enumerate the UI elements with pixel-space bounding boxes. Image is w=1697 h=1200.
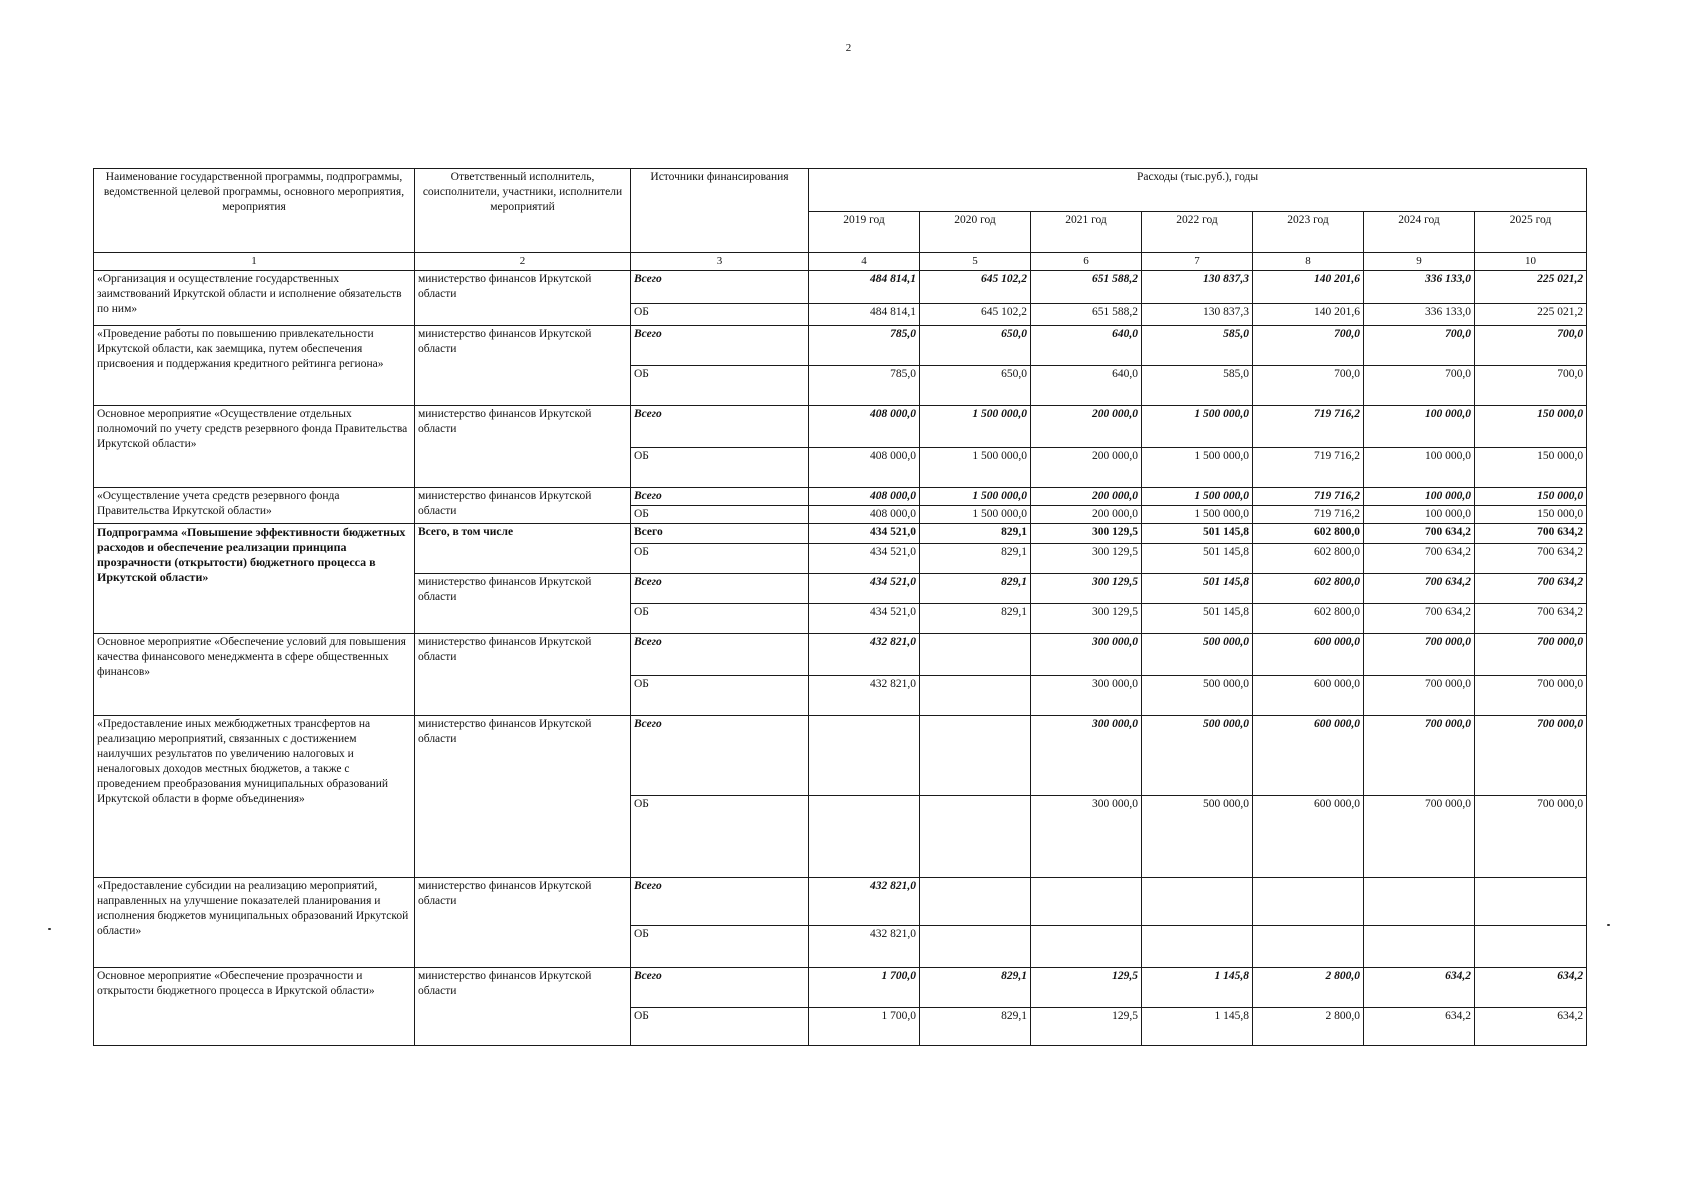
value-cell: [1253, 878, 1364, 926]
value-cell: 700 634,2: [1364, 544, 1475, 574]
value-cell: 336 133,0: [1364, 271, 1475, 304]
column-number: 6: [1031, 253, 1142, 271]
budget-table: [93, 168, 1587, 1046]
value-cell: 500 000,0: [1142, 796, 1253, 878]
page-number: 2: [845, 42, 852, 54]
value-cell: 1 500 000,0: [920, 506, 1031, 524]
value-cell: 432 821,0: [809, 878, 920, 926]
value-cell: 1 700,0: [809, 968, 920, 1008]
activity-name: Основное мероприятие «Обеспечение прозрачности и открытости бюджетного процесса в Иркутской области»: [94, 968, 415, 1046]
value-cell: 140 201,6: [1253, 271, 1364, 304]
value-cell: 300 000,0: [1031, 634, 1142, 676]
value-cell: [809, 716, 920, 796]
table-body: [94, 271, 1587, 1046]
value-cell: 634,2: [1475, 968, 1587, 1008]
value-cell: [920, 796, 1031, 878]
value-cell: 1 145,8: [1142, 968, 1253, 1008]
value-cell: 300 129,5: [1031, 524, 1142, 544]
value-cell: 225 021,2: [1475, 271, 1587, 304]
value-cell: 408 000,0: [809, 506, 920, 524]
value-cell: 700 000,0: [1475, 676, 1587, 716]
value-cell: 645 102,2: [920, 304, 1031, 326]
value-cell: 432 821,0: [809, 926, 920, 968]
value-cell: 500 000,0: [1142, 676, 1253, 716]
year-header: 2025 год: [1475, 212, 1587, 253]
value-cell: 645 102,2: [920, 271, 1031, 304]
value-cell: 1 500 000,0: [920, 488, 1031, 506]
value-cell: 700,0: [1364, 326, 1475, 366]
value-cell: 408 000,0: [809, 488, 920, 506]
value-cell: 700,0: [1475, 366, 1587, 406]
header-row: [94, 169, 1587, 212]
value-cell: 602 800,0: [1253, 544, 1364, 574]
value-cell: 434 521,0: [809, 524, 920, 544]
value-cell: 700,0: [1364, 366, 1475, 406]
value-cell: [1475, 926, 1587, 968]
table-row: [94, 878, 1587, 926]
activity-name: «Предоставление субсидии на реализацию мероприятий, направленных на улучшение показателей планирования и исполнения бюджетов муниципальных образований Иркутской области»: [94, 878, 415, 968]
value-cell: 700 000,0: [1475, 796, 1587, 878]
table-row: [94, 406, 1587, 448]
value-cell: 1 500 000,0: [920, 406, 1031, 448]
value-cell: 2 800,0: [1253, 968, 1364, 1008]
header-executor: Ответственный исполнитель, соисполнители, участники, исполнители мероприятий: [415, 169, 631, 253]
value-cell: [1253, 926, 1364, 968]
executor-cell: министерство финансов Иркутской области: [415, 488, 631, 524]
value-cell: 650,0: [920, 326, 1031, 366]
value-cell: 600 000,0: [1253, 716, 1364, 796]
header-expenses: Расходы (тыс.руб.), годы: [809, 169, 1587, 212]
value-cell: 634,2: [1475, 1008, 1587, 1046]
value-cell: 719 716,2: [1253, 488, 1364, 506]
executor-cell: министерство финансов Иркутской области: [415, 326, 631, 406]
value-cell: 1 700,0: [809, 1008, 920, 1046]
value-cell: 585,0: [1142, 326, 1253, 366]
value-cell: 700 634,2: [1475, 604, 1587, 634]
activity-name: «Организация и осуществление государственных заимствований Иркутской области и исполнение обязательств по ним»: [94, 271, 415, 326]
source-total: Всего: [631, 271, 809, 304]
value-cell: [1031, 878, 1142, 926]
executor-cell: министерство финансов Иркутской области: [415, 406, 631, 488]
year-header: 2022 год: [1142, 212, 1253, 253]
value-cell: 1 500 000,0: [1142, 488, 1253, 506]
value-cell: 829,1: [920, 1008, 1031, 1046]
value-cell: [920, 634, 1031, 676]
value-cell: 150 000,0: [1475, 506, 1587, 524]
value-cell: 408 000,0: [809, 448, 920, 488]
value-cell: 700 634,2: [1475, 524, 1587, 544]
value-cell: 829,1: [920, 524, 1031, 544]
table-row: [94, 524, 1587, 544]
value-cell: 434 521,0: [809, 574, 920, 604]
column-number: 5: [920, 253, 1031, 271]
value-cell: [1031, 926, 1142, 968]
source-total: Всего: [631, 524, 809, 544]
value-cell: 600 000,0: [1253, 676, 1364, 716]
value-cell: 484 814,1: [809, 304, 920, 326]
value-cell: 600 000,0: [1253, 634, 1364, 676]
table-row: [94, 716, 1587, 796]
column-number: 10: [1475, 253, 1587, 271]
executor-cell: министерство финансов Иркутской области: [415, 634, 631, 716]
value-cell: 700 634,2: [1364, 574, 1475, 604]
value-cell: 500 000,0: [1142, 716, 1253, 796]
value-cell: 829,1: [920, 604, 1031, 634]
source-total: Всего: [631, 968, 809, 1008]
value-cell: 700,0: [1253, 326, 1364, 366]
value-cell: 640,0: [1031, 366, 1142, 406]
value-cell: 130 837,3: [1142, 304, 1253, 326]
activity-name: «Проведение работы по повышению привлекательности Иркутской области, как заемщика, путем обеспечения присвоения и поддержания кредитного рейтинга региона»: [94, 326, 415, 406]
source-ob: ОБ: [631, 304, 809, 326]
value-cell: 829,1: [920, 574, 1031, 604]
value-cell: [1475, 878, 1587, 926]
scan-speck: [48, 928, 51, 930]
value-cell: 225 021,2: [1475, 304, 1587, 326]
value-cell: 100 000,0: [1364, 448, 1475, 488]
value-cell: 634,2: [1364, 1008, 1475, 1046]
source-ob: ОБ: [631, 366, 809, 406]
value-cell: 700 000,0: [1364, 634, 1475, 676]
header-source: Источники финансирования: [631, 169, 809, 253]
source-ob: ОБ: [631, 926, 809, 968]
executor-cell: министерство финансов Иркутской области: [415, 271, 631, 326]
executor-cell: Всего, в том числе: [415, 524, 631, 574]
table-row: [94, 271, 1587, 304]
value-cell: 829,1: [920, 968, 1031, 1008]
value-cell: 700 000,0: [1364, 716, 1475, 796]
value-cell: 200 000,0: [1031, 448, 1142, 488]
value-cell: 100 000,0: [1364, 488, 1475, 506]
value-cell: 150 000,0: [1475, 406, 1587, 448]
source-ob: ОБ: [631, 544, 809, 574]
value-cell: 129,5: [1031, 1008, 1142, 1046]
value-cell: 700 634,2: [1475, 544, 1587, 574]
value-cell: 432 821,0: [809, 634, 920, 676]
year-header: 2024 год: [1364, 212, 1475, 253]
activity-name: Основное мероприятие «Осуществление отдельных полномочий по учету средств резервного фонда Правительства Иркутской области»: [94, 406, 415, 488]
value-cell: 200 000,0: [1031, 488, 1142, 506]
source-ob: ОБ: [631, 604, 809, 634]
value-cell: 501 145,8: [1142, 604, 1253, 634]
value-cell: 1 500 000,0: [920, 448, 1031, 488]
value-cell: 719 716,2: [1253, 406, 1364, 448]
source-ob: ОБ: [631, 448, 809, 488]
value-cell: 300 000,0: [1031, 796, 1142, 878]
value-cell: 785,0: [809, 366, 920, 406]
value-cell: 785,0: [809, 326, 920, 366]
value-cell: 300 129,5: [1031, 604, 1142, 634]
column-number: 9: [1364, 253, 1475, 271]
activity-name: «Предоставление иных межбюджетных трансфертов на реализацию мероприятий, связанных с достижением наилучших результатов по увеличению налоговых и неналоговых доходов местных бюджетов, а также с проведением преобразования муниципальных образований Иркутской области в форме объединения»: [94, 716, 415, 878]
value-cell: 2 800,0: [1253, 1008, 1364, 1046]
value-cell: 700 000,0: [1364, 676, 1475, 716]
value-cell: 719 716,2: [1253, 448, 1364, 488]
value-cell: [1142, 926, 1253, 968]
value-cell: 700 634,2: [1364, 604, 1475, 634]
value-cell: 650,0: [920, 366, 1031, 406]
activity-name: Подпрограмма «Повышение эффективности бюджетных расходов и обеспечение реализации принципа прозрачности (открытости) бюджетного процесса в Иркутской области»: [94, 524, 415, 634]
value-cell: 634,2: [1364, 968, 1475, 1008]
value-cell: 434 521,0: [809, 604, 920, 634]
value-cell: [920, 716, 1031, 796]
value-cell: 200 000,0: [1031, 406, 1142, 448]
table-row: [94, 968, 1587, 1008]
value-cell: [1142, 878, 1253, 926]
value-cell: 602 800,0: [1253, 524, 1364, 544]
value-cell: 829,1: [920, 544, 1031, 574]
source-ob: ОБ: [631, 1008, 809, 1046]
source-ob: ОБ: [631, 796, 809, 878]
value-cell: 300 000,0: [1031, 676, 1142, 716]
value-cell: 432 821,0: [809, 676, 920, 716]
value-cell: 651 588,2: [1031, 271, 1142, 304]
value-cell: 300 129,5: [1031, 544, 1142, 574]
value-cell: 129,5: [1031, 968, 1142, 1008]
value-cell: 200 000,0: [1031, 506, 1142, 524]
source-ob: ОБ: [631, 676, 809, 716]
executor-cell: министерство финансов Иркутской области: [415, 574, 631, 634]
value-cell: [1364, 878, 1475, 926]
value-cell: 602 800,0: [1253, 604, 1364, 634]
scan-speck: [1607, 924, 1610, 926]
source-total: Всего: [631, 716, 809, 796]
value-cell: 651 588,2: [1031, 304, 1142, 326]
value-cell: 140 201,6: [1253, 304, 1364, 326]
executor-cell: министерство финансов Иркутской области: [415, 878, 631, 968]
value-cell: 1 500 000,0: [1142, 406, 1253, 448]
value-cell: 484 814,1: [809, 271, 920, 304]
value-cell: [809, 796, 920, 878]
source-total: Всего: [631, 488, 809, 506]
value-cell: 501 145,8: [1142, 574, 1253, 604]
source-total: Всего: [631, 878, 809, 926]
value-cell: 1 500 000,0: [1142, 448, 1253, 488]
value-cell: 501 145,8: [1142, 524, 1253, 544]
header-name: Наименование государственной программы, подпрограммы, ведомственной целевой программы, основного мероприятия, мероприятия: [94, 169, 415, 253]
value-cell: 700 634,2: [1475, 574, 1587, 604]
column-number: 8: [1253, 253, 1364, 271]
activity-name: Основное мероприятие «Обеспечение условий для повышения качества финансового менеджмента в сфере общественных финансов»: [94, 634, 415, 716]
source-ob: ОБ: [631, 506, 809, 524]
value-cell: 150 000,0: [1475, 488, 1587, 506]
column-number: 7: [1142, 253, 1253, 271]
value-cell: 408 000,0: [809, 406, 920, 448]
source-total: Всего: [631, 406, 809, 448]
value-cell: 300 000,0: [1031, 716, 1142, 796]
value-cell: 700 000,0: [1475, 716, 1587, 796]
year-header: 2021 год: [1031, 212, 1142, 253]
table-row: [94, 326, 1587, 366]
executor-cell: министерство финансов Иркутской области: [415, 968, 631, 1046]
table-row: [94, 634, 1587, 676]
column-number: 3: [631, 253, 809, 271]
value-cell: 700 634,2: [1364, 524, 1475, 544]
value-cell: [920, 926, 1031, 968]
value-cell: 640,0: [1031, 326, 1142, 366]
source-total: Всего: [631, 326, 809, 366]
value-cell: 336 133,0: [1364, 304, 1475, 326]
column-number-row: [94, 253, 1587, 271]
value-cell: [1364, 926, 1475, 968]
value-cell: 700,0: [1253, 366, 1364, 406]
value-cell: 700 000,0: [1475, 634, 1587, 676]
value-cell: 300 129,5: [1031, 574, 1142, 604]
value-cell: 100 000,0: [1364, 506, 1475, 524]
year-header: 2019 год: [809, 212, 920, 253]
value-cell: 1 145,8: [1142, 1008, 1253, 1046]
executor-cell: министерство финансов Иркутской области: [415, 716, 631, 878]
year-header: 2020 год: [920, 212, 1031, 253]
value-cell: 150 000,0: [1475, 448, 1587, 488]
value-cell: 700,0: [1475, 326, 1587, 366]
value-cell: 130 837,3: [1142, 271, 1253, 304]
value-cell: 600 000,0: [1253, 796, 1364, 878]
value-cell: 1 500 000,0: [1142, 506, 1253, 524]
value-cell: 719 716,2: [1253, 506, 1364, 524]
column-number: 2: [415, 253, 631, 271]
value-cell: 585,0: [1142, 366, 1253, 406]
source-total: Всего: [631, 634, 809, 676]
value-cell: 700 000,0: [1364, 796, 1475, 878]
activity-name: «Осуществление учета средств резервного фонда Правительства Иркутской области»: [94, 488, 415, 524]
value-cell: [920, 878, 1031, 926]
year-header: 2023 год: [1253, 212, 1364, 253]
value-cell: 434 521,0: [809, 544, 920, 574]
value-cell: 501 145,8: [1142, 544, 1253, 574]
column-number: 4: [809, 253, 920, 271]
value-cell: [920, 676, 1031, 716]
table-row: [94, 488, 1587, 506]
value-cell: 100 000,0: [1364, 406, 1475, 448]
value-cell: 500 000,0: [1142, 634, 1253, 676]
value-cell: 602 800,0: [1253, 574, 1364, 604]
source-total: Всего: [631, 574, 809, 604]
column-number: 1: [94, 253, 415, 271]
